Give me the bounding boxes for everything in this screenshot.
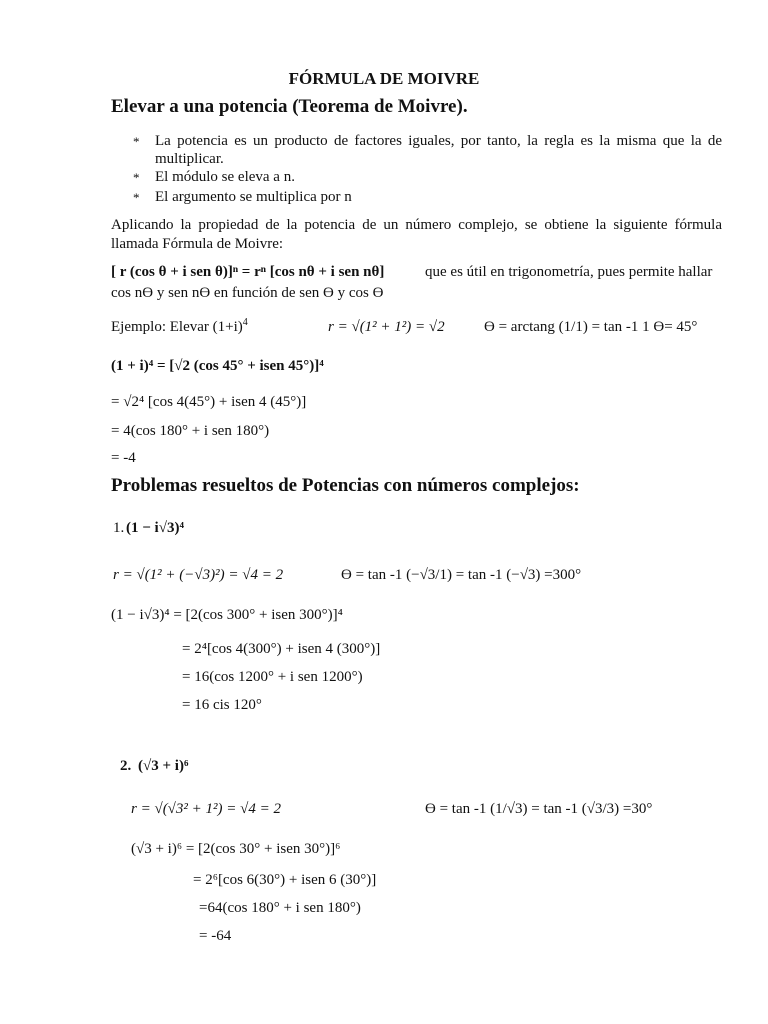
problem-argument: ϴ = tan -1 (1/√3) = tan -1 (√3/3) =30°: [425, 801, 653, 817]
example-step: (1 + i)⁴ = [√2 (cos 45° + isen 45°)]⁴: [111, 358, 324, 374]
problem-step: = 2⁴[cos 4(300°) + isen 4 (300°)]: [182, 641, 381, 657]
problem-expression: (1 − i√3)⁴: [126, 520, 184, 536]
bullet-text: La potencia es un producto de factores iguales, por tanto, la regla es la misma que la de: [155, 133, 722, 149]
problem-modulus: r = √(√3² + 1²) = √4 = 2: [131, 801, 282, 817]
formula-note-cont: cos nϴ y sen nϴ en función de sen ϴ y cos ϴ: [111, 285, 384, 301]
problem-step: = 2⁶[cos 6(30°) + isen 6 (30°)]: [193, 872, 377, 888]
page-title: FÓRMULA DE MOIVRE: [288, 69, 480, 88]
example-step: = 4(cos 180° + i sen 180°): [111, 423, 270, 439]
bullet-marker: *: [133, 134, 140, 149]
intro-text: Aplicando la propiedad de la potencia de un número complejo, se obtiene la siguiente fórmula: [111, 217, 722, 233]
bullet-text: El argumento se multiplica por n: [155, 189, 352, 205]
problem-argument: ϴ = tan -1 (−√3/1) = tan -1 (−√3) =300°: [341, 567, 582, 583]
example-step: = √2⁴ [cos 4(45°) + isen 4 (45°)]: [111, 394, 307, 410]
bullet-marker: *: [133, 170, 140, 185]
intro-text-cont: llamada Fórmula de Moivre:: [111, 236, 284, 252]
example-modulus: r = √(1² + 1²) = √2: [328, 319, 445, 335]
moivre-formula: [ r (cos θ + i sen θ)]ⁿ = rⁿ [cos nθ + i sen nθ]: [111, 264, 385, 280]
problem-step: = 16(cos 1200° + i sen 1200°): [182, 669, 363, 685]
problem-result: = 16 cis 120°: [182, 697, 262, 713]
problem-step: (1 − i√3)⁴ = [2(cos 300° + isen 300°)]⁴: [111, 607, 343, 623]
problem-number: 2.: [120, 758, 132, 774]
formula-note: que es útil en trigonometría, pues permite hallar: [425, 264, 713, 280]
problem-step: (√3 + i)⁶ = [2(cos 30° + isen 30°)]⁶: [131, 841, 341, 857]
example-argument: ϴ = arctang (1/1) = tan -1 1 ϴ= 45°: [484, 319, 698, 335]
bullet-marker: *: [133, 190, 140, 205]
bullet-text-cont: multiplicar.: [155, 151, 224, 167]
example-result: = -4: [111, 450, 136, 466]
problem-modulus: r = √(1² + (−√3)²) = √4 = 2: [113, 567, 284, 583]
example-label: Ejemplo: Elevar $(1+i)^4$: [111, 317, 248, 335]
section-heading-problems: Problemas resueltos de Potencias con números complejos:: [111, 475, 580, 496]
bullet-text: El módulo se eleva a n.: [155, 169, 295, 185]
problem-result: = -64: [199, 928, 232, 944]
problem-expression: (√3 + i)⁶: [138, 758, 189, 774]
problem-step: =64(cos 180° + i sen 180°): [199, 900, 361, 916]
problem-number: 1.: [113, 520, 125, 536]
section-heading-moivre: Elevar a una potencia (Teorema de Moivre).: [111, 96, 468, 117]
